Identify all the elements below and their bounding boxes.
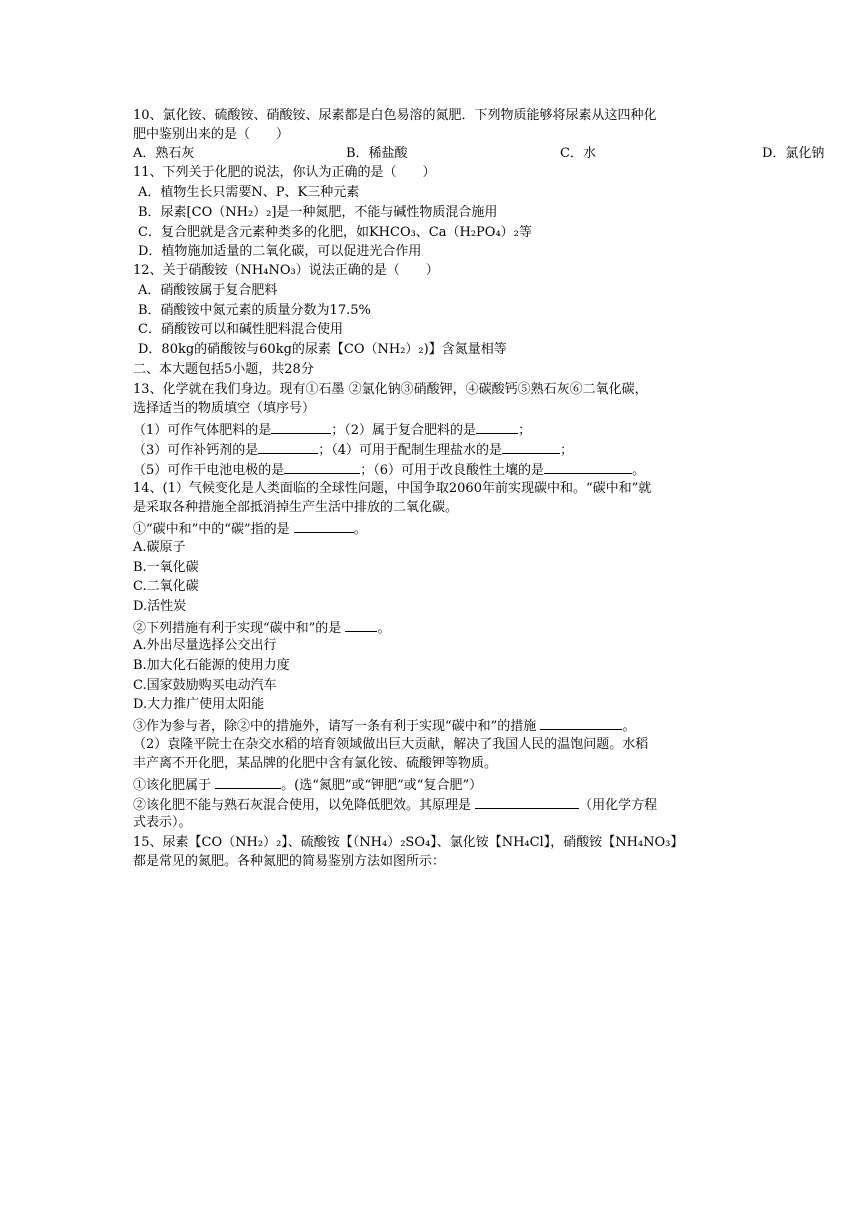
q14-sub1-end: 。	[353, 522, 367, 537]
q15-line1: 15、尿素【CO（NH₂）₂】、硫酸铵【（NH₄）₂SO₄】、氯化铵【NH₄Cl】，硝酸铵【NH₄NO₃】	[133, 835, 684, 850]
q14-part2-sub1-end: 。(选“氮肥”或“钾肥”或“复合肥”）	[281, 778, 483, 793]
q14-sub1-option-b: B.一氧化碳	[133, 560, 199, 575]
q14-part2-sub2-end: （用化学方程	[579, 798, 658, 813]
q14-part2-line2: 丰产离不开化肥，某品牌的化肥中含有氯化铵、硫酸钾等物质。	[133, 756, 498, 771]
q14-sub2-blank[interactable]	[345, 617, 377, 632]
q14-sub1-option-a: A.碳原子	[133, 540, 186, 555]
q10-option-d: D．氯化钠	[762, 146, 825, 161]
q10-option-a: A．熟石灰	[133, 146, 195, 161]
q11-option-a: A．植物生长只需要N、P、K三种元素	[138, 185, 360, 200]
q11-option-c: C．复合肥就是含元素种类多的化肥，如KHCO₃、Ca（H₂PO₄）₂等	[138, 225, 532, 240]
q13-item-2-text: ；（2）属于复合肥料的是	[331, 423, 477, 438]
q13-blank-2[interactable]	[476, 419, 518, 434]
q14-line1: 14、(1）气候变化是人类面临的全球性问题，中国争取2060年前实现碳中和。“碳中和”就	[133, 481, 652, 496]
q13-line-3	[133, 459, 645, 479]
q15-line2: 都是常见的氮肥。各种氮肥的简易鉴别方法如图所示：	[133, 854, 446, 869]
q14-sub2-option-b: B.加大化石能源的使用力度	[133, 658, 290, 673]
q14-sub2-text: ②下列措施有利于实现“碳中和”的是	[133, 621, 342, 636]
q14-sub1-option-d: D.活性炭	[133, 599, 187, 614]
q13-blank-1[interactable]	[271, 419, 331, 434]
q14-sub1-stem	[133, 518, 367, 538]
q13-item-5-text: （5）可作干电池电极的是	[133, 463, 285, 478]
q13-line-1	[133, 419, 531, 439]
q14-part2-sub2-cont: 式表示）。	[133, 815, 192, 830]
q14-part2-sub2-blank[interactable]	[475, 794, 579, 809]
q13-blank-5[interactable]	[284, 459, 360, 474]
q14-sub3-blank[interactable]	[540, 715, 622, 730]
q10-option-b: B．稀盐酸	[346, 146, 408, 161]
q14-sub3-text: ③作为参与者，除②中的措施外，请写一条有利于实现“碳中和”的措施	[133, 719, 537, 734]
q14-part2-line1: （2）袁隆平院士在杂交水稻的培育领域做出巨大贡献，解决了我国人民的温饱问题。水稻	[133, 737, 649, 752]
q10-stem-line2: 肥中鉴别出来的是（ ）	[133, 127, 290, 142]
q13-line-2-end: ；	[560, 443, 574, 458]
q11-option-b: B．尿素[CO（NH₂）₂]是一种氮肥，不能与碱性物质混合施用	[138, 205, 498, 220]
q13-line-1-end: ；	[518, 423, 532, 438]
q14-sub2-option-a: A.外出尽量选择公交出行	[133, 638, 277, 653]
q14-sub3-end: 。	[622, 719, 636, 734]
q14-sub1-blank[interactable]	[294, 518, 354, 533]
q13-blank-4[interactable]	[502, 439, 560, 454]
q13-item-4-text: ；（4）可用于配制生理盐水的是	[318, 443, 503, 458]
q14-sub2-stem	[133, 617, 390, 637]
q14-part2-sub1-blank[interactable]	[215, 774, 281, 789]
q14-sub1-text: ①“碳中和”中的“碳”指的是	[133, 522, 290, 537]
q14-sub1-option-c: C.二氧化碳	[133, 579, 199, 594]
q13-stem-line2: 选择适当的物质填空（填序号）	[133, 401, 316, 416]
q14-sub2-option-d: D.大力推广使用太阳能	[133, 697, 265, 712]
q10-option-c: C．水	[560, 146, 596, 161]
q13-stem-line1: 13、化学就在我们身边。现有①石墨 ②氯化钠③硝酸钾，④碳酸钙⑤熟石灰⑥二氧化碳，	[133, 382, 648, 397]
q13-blank-6[interactable]	[544, 459, 632, 474]
q13-item-1-text: （1）可作气体肥料的是	[133, 423, 272, 438]
q11-option-d: D．植物施加适量的二氧化碳，可以促进光合作用	[138, 244, 422, 259]
q12-option-d: D．80kg的硝酸铵与60kg的尿素【CO（NH₂）₂)】含氮量相等	[138, 342, 507, 357]
q14-part2-sub1	[133, 774, 482, 794]
q14-sub2-end: 。	[377, 621, 391, 636]
q13-line-2	[133, 439, 573, 459]
q12-option-b: B．硝酸铵中氮元素的质量分数为17.5%	[138, 303, 371, 318]
q14-sub2-option-c: C.国家鼓励购买电动汽车	[133, 678, 277, 693]
q12-option-a: A．硝酸铵属于复合肥料	[138, 283, 278, 298]
q14-part2-sub1-text: ①该化肥属于	[133, 778, 212, 793]
q14-part2-sub2-text: ②该化肥不能与熟石灰混合使用，以免降低肥效。其原理是	[133, 798, 472, 813]
q12-option-c: C．硝酸铵可以和碱性肥料混合使用	[138, 322, 343, 337]
q14-sub3	[133, 715, 635, 735]
q14-part2-sub2	[133, 794, 657, 814]
q14-line2: 是采取各种措施全部抵消掉生产生活中排放的二氧化碳。	[133, 500, 459, 515]
q12-stem: 12、关于硝酸铵（NH₄NO₃）说法正确的是（ ）	[133, 263, 439, 278]
section-heading: 二、本大题包括5小题，共28分	[133, 362, 314, 377]
q13-blank-3[interactable]	[258, 439, 318, 454]
q13-item-3-text: （3）可作补钙剂的是	[133, 443, 259, 458]
q10-stem-line1: 10、氯化铵、硫酸铵、硝酸铵、尿素都是白色易溶的氮肥．下列物质能够将尿素从这四种化	[133, 108, 657, 123]
q11-stem: 11、下列关于化肥的说法，你认为正确的是（ ）	[133, 165, 436, 180]
q13-line-3-end: 。	[632, 463, 646, 478]
q13-item-6-text: ；（6）可用于改良酸性土壤的是	[360, 463, 545, 478]
